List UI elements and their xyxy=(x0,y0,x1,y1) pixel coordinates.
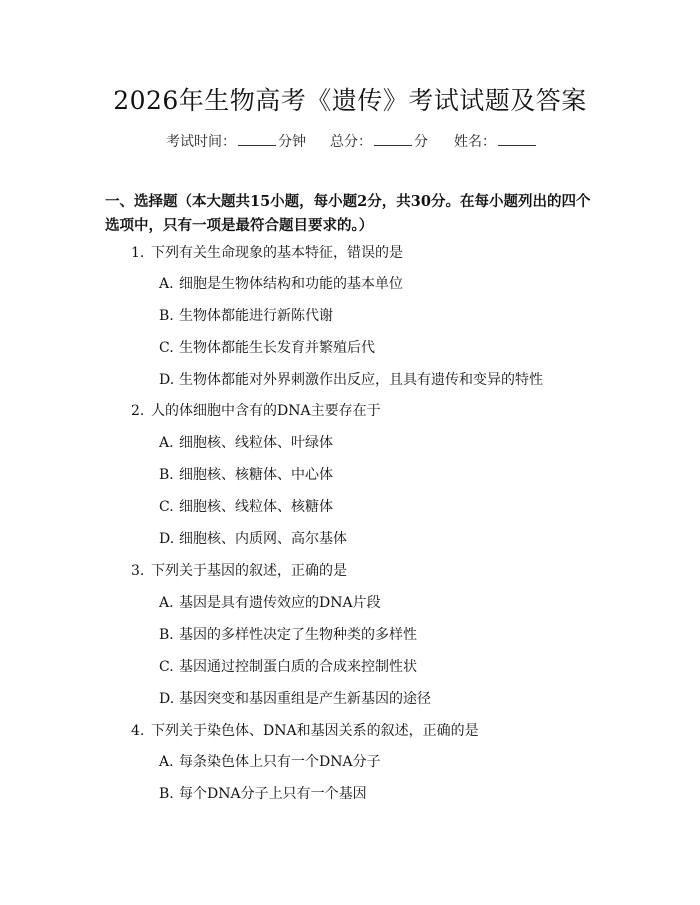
question-3-option-d[interactable] xyxy=(159,689,431,709)
option-text: 细胞核、核糖体、中心体 xyxy=(179,467,333,483)
exam-time-label: 考试时间： xyxy=(166,134,236,150)
question-2-option-b[interactable] xyxy=(159,465,333,485)
option-text: 每条染色体上只有一个DNA分子 xyxy=(179,754,381,770)
option-letter: A. xyxy=(159,276,174,292)
question-2-option-c[interactable] xyxy=(159,497,333,517)
option-letter: A. xyxy=(159,435,174,451)
option-text: 生物体都能对外界刺激作出反应，且具有遗传和变异的特性 xyxy=(179,372,543,388)
option-text: 生物体都能进行新陈代谢 xyxy=(179,308,333,324)
question-1-option-b[interactable] xyxy=(159,306,333,326)
question-2-option-d[interactable] xyxy=(159,529,347,549)
question-3 xyxy=(131,561,347,581)
question-2-option-a[interactable] xyxy=(159,433,333,453)
question-number: 3. xyxy=(131,563,145,579)
question-3-option-c[interactable] xyxy=(159,657,417,677)
option-text: 基因是具有遗传效应的DNA片段 xyxy=(179,595,381,611)
question-1 xyxy=(131,243,403,263)
question-text: 人的体细胞中含有的DNA主要存在于 xyxy=(151,403,381,419)
option-letter: C. xyxy=(159,659,174,675)
question-4 xyxy=(131,721,479,741)
question-3-option-b[interactable] xyxy=(159,625,417,645)
option-letter: A. xyxy=(159,754,174,770)
total-score-blank[interactable] xyxy=(374,131,412,146)
option-letter: A. xyxy=(159,595,174,611)
student-name-field xyxy=(454,131,538,152)
student-name-label: 姓名： xyxy=(454,134,496,150)
question-1-option-d[interactable] xyxy=(159,370,543,390)
option-text: 细胞是生物体结构和功能的基本单位 xyxy=(179,276,403,292)
question-4-option-b[interactable] xyxy=(159,784,367,804)
question-number: 2. xyxy=(131,403,145,419)
question-1-option-a[interactable] xyxy=(159,274,403,294)
option-letter: D. xyxy=(159,372,175,388)
question-text: 下列有关生命现象的基本特征，错误的是 xyxy=(151,245,403,261)
question-3-option-a[interactable] xyxy=(159,593,381,613)
option-letter: C. xyxy=(159,340,174,356)
option-text: 每个DNA分子上只有一个基因 xyxy=(179,786,367,802)
question-text: 下列关于染色体、DNA和基因关系的叙述，正确的是 xyxy=(151,723,479,739)
option-letter: B. xyxy=(159,308,174,324)
option-text: 基因突变和基因重组是产生新基因的途径 xyxy=(179,691,431,707)
option-text: 生物体都能生长发育并繁殖后代 xyxy=(179,340,375,356)
option-text: 基因通过控制蛋白质的合成来控制性状 xyxy=(179,659,417,675)
option-text: 细胞核、线粒体、叶绿体 xyxy=(179,435,333,451)
question-number: 4. xyxy=(131,723,145,739)
section-heading: 一、选择题（本大题共15小题，每小题2分，共30分。在每小题列出的四个选项中，只有一项是最符合题目要求的。） xyxy=(105,193,591,234)
exam-time-field xyxy=(166,131,306,152)
exam-time-blank[interactable] xyxy=(238,131,276,146)
option-text: 细胞核、内质网、高尔基体 xyxy=(179,531,347,547)
option-text: 基因的多样性决定了生物种类的多样性 xyxy=(179,627,417,643)
option-text: 细胞核、线粒体、核糖体 xyxy=(179,499,333,515)
question-number: 1. xyxy=(131,245,145,261)
total-score-label: 总分： xyxy=(330,134,372,150)
option-letter: B. xyxy=(159,627,174,643)
total-score-unit: 分 xyxy=(414,134,428,150)
option-letter: D. xyxy=(159,691,175,707)
question-1-option-c[interactable] xyxy=(159,338,375,358)
option-letter: B. xyxy=(159,786,174,802)
option-letter: D. xyxy=(159,531,175,547)
option-letter: B. xyxy=(159,467,174,483)
total-score-field xyxy=(330,131,428,152)
student-name-blank[interactable] xyxy=(498,131,536,146)
question-text: 下列关于基因的叙述，正确的是 xyxy=(151,563,347,579)
exam-info-row xyxy=(0,131,700,151)
page-title: 2026年生物高考《遗传》考试试题及答案 xyxy=(113,86,587,115)
question-4-option-a[interactable] xyxy=(159,752,381,772)
option-letter: C. xyxy=(159,499,174,515)
exam-time-unit: 分钟 xyxy=(278,134,306,150)
question-2 xyxy=(131,401,381,421)
